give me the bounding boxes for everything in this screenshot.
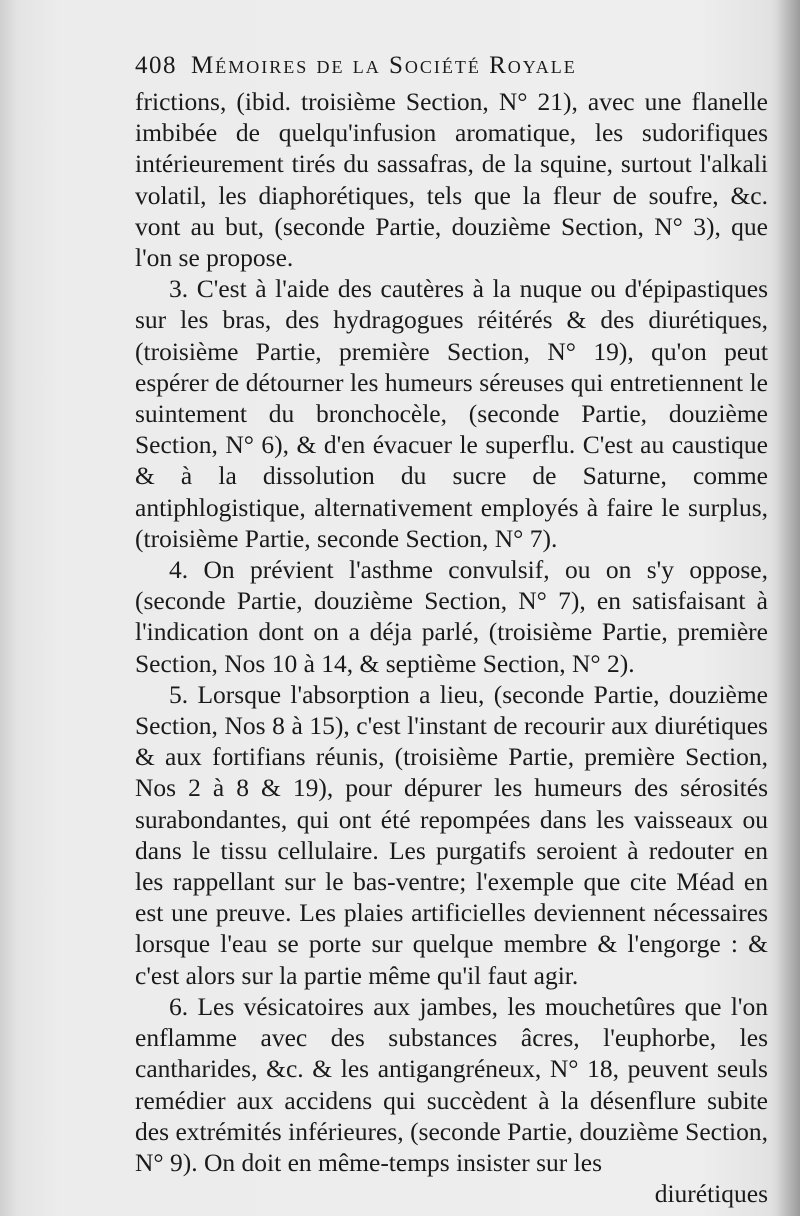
paragraph-5: 5. Lorsque l'absorption a lieu, (seconde Partie, douzième Section, Nos 8 à 15), c'est l'instant de recourir aux diurétiques & aux fortifians réunis, (troisième Partie, première Section, Nos 2 à 8 & 19), pour dépurer les humeurs des sérosités surabondantes, qui ont été repompées dans les vaisseaux ou dans le tissu cellulaire. Les purgatifs seroient à redouter en les rappellant sur le bas-ventre; l'exemple que cite Méad en est une preuve. Les plaies artificielles deviennent nécessaires lorsque l'eau se porte sur quelque membre & l'engorge : & c'est alors sur la partie même qu'il faut agir. — [135, 679, 768, 990]
running-title: Mémoires de la Société Royale — [191, 52, 577, 79]
paragraph-4: 4. On prévient l'asthme convulsif, ou on s'y oppose, (seconde Partie, douzième Section, N° 7), en satisfaisant à l'indication dont on a déja parlé, (troisième Partie, première Section, Nos 10 à 14, & septième Section, N° 2). — [135, 555, 768, 678]
page-number: 408 — [135, 52, 177, 79]
paragraph-continuation: frictions, (ibid. troisième Section, N° 21), avec une flanelle imbibée de quelqu'infusion aromatique, les sudorifiques intérieurement tirés du sassafras, de la squine, surtout l'alkali volatil, les diaphorétiques, tels que la fleur de soufre, &c. vont au but, (seconde Partie, douzième Section, N° 3), que l'on se propose. — [135, 87, 768, 273]
running-head — [135, 52, 768, 84]
page-edge-shadow — [776, 0, 800, 1216]
paragraph-3: 3. C'est à l'aide des cautères à la nuque ou d'épipastiques sur les bras, des hydragogues réitérés & des diurétiques, (troisième Partie, première Section, N° 19), qu'on peut espérer de détourner les humeurs séreuses qui entretiennent le suintement du bronchocèle, (seconde Partie, douzième Section, N° 6), & d'en évacuer le superflu. C'est au caustique & à la dissolution du sucre de Saturne, comme antiphlogistique, alternativement employés à faire le surplus, (troisième Partie, seconde Section, N° 7). — [135, 274, 768, 553]
catchword: diurétiques — [654, 1179, 768, 1209]
text-block — [135, 52, 768, 1209]
body-text — [135, 86, 768, 1178]
paragraph-6: 6. Les vésicatoires aux jambes, les mouchetûres que l'on enflamme avec des substances âcres, l'euphorbe, les cantharides, &c. & les antigangréneux, N° 18, peuvent seuls remédier aux accidens qui succèdent à la désenflure subite des extrémités inférieures, (seconde Partie, douzième Section, N° 9). On doit en même-temps insister sur les — [135, 991, 768, 1177]
